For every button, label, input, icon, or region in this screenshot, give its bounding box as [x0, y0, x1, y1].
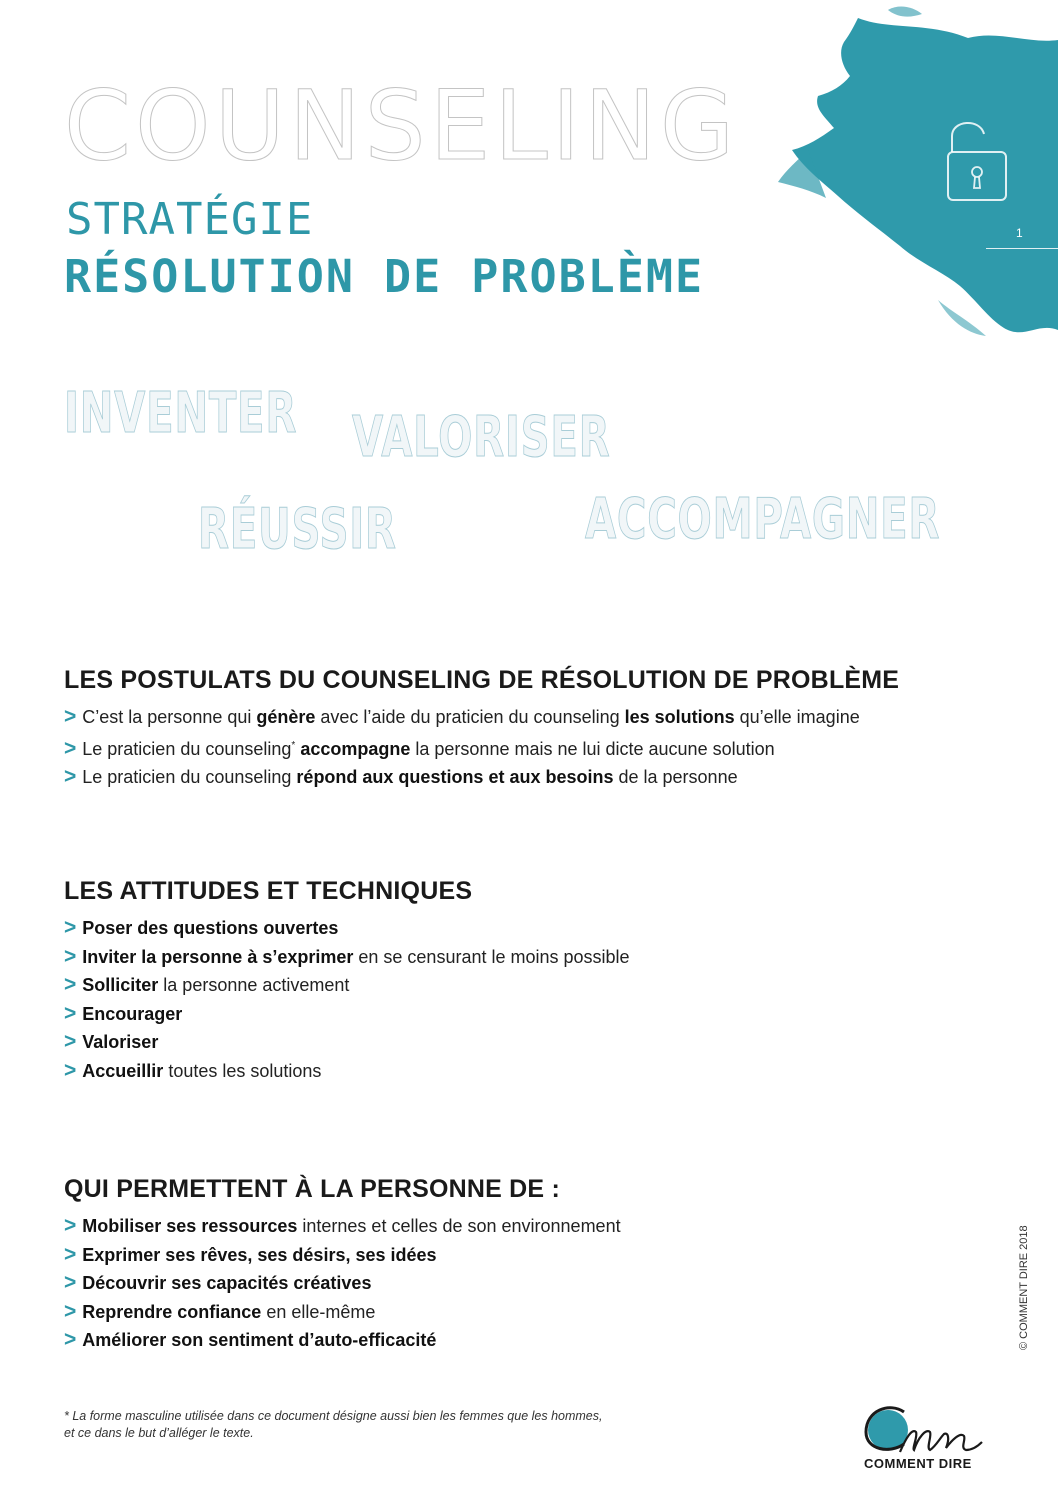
- list-item: [64, 914, 964, 943]
- bold-text: Solliciter: [82, 975, 159, 995]
- bold-text: répond aux questions et aux besoins: [296, 767, 614, 787]
- page-subtitle-strategy: STRATÉGIE: [66, 194, 314, 245]
- bold-text: Découvrir ses capacités créatives: [82, 1273, 372, 1293]
- chevron-right-icon: >: [64, 944, 77, 968]
- keyword-valoriser: VALORISER: [352, 405, 611, 470]
- text: Le praticien du counseling: [82, 767, 297, 787]
- list-item: [64, 1000, 964, 1029]
- bullet-list: [64, 914, 964, 1085]
- bold-text: Encourager: [82, 1003, 183, 1024]
- chevron-right-icon: >: [64, 1328, 77, 1351]
- keyword-inventer: INVENTER: [64, 381, 298, 446]
- text: en se censurant le moins possible: [353, 946, 630, 967]
- comment-dire-logo: [860, 1398, 990, 1478]
- section-postulats: [64, 666, 964, 792]
- section-heading: LES ATTITUDES ET TECHNIQUES: [64, 877, 473, 905]
- bullet-list: [64, 703, 964, 792]
- brush-stroke-decoration: [738, 0, 1058, 350]
- list-item: [64, 1269, 964, 1298]
- section-heading: LES POSTULATS DU COUNSELING DE RÉSOLUTION DE PROBLÈME: [64, 666, 900, 694]
- text: de la personne: [613, 767, 738, 787]
- chevron-right-icon: >: [64, 705, 77, 728]
- text: en elle-même: [261, 1301, 376, 1322]
- section-heading: QUI PERMETTENT À LA PERSONNE DE :: [64, 1175, 560, 1203]
- bold-text: Reprendre confiance: [82, 1301, 262, 1322]
- section-benefits: [64, 1175, 964, 1355]
- text: la personne activement: [158, 975, 350, 995]
- keyword-reussir: RÉUSSIR: [198, 497, 397, 562]
- page-number-rule: [986, 248, 1058, 249]
- list-item: [64, 1326, 964, 1355]
- text: internes et celles de son environnement: [297, 1216, 621, 1236]
- text: avec l’aide du praticien du counseling: [315, 707, 625, 727]
- page-number: 1: [1016, 226, 1023, 240]
- list-item: [64, 1298, 964, 1327]
- chevron-right-icon: >: [64, 736, 77, 760]
- keyword-accompagner: ACCOMPAGNER: [585, 487, 941, 552]
- bold-text: accompagne: [300, 738, 411, 759]
- chevron-right-icon: >: [64, 1058, 77, 1082]
- text: qu’elle imagine: [734, 707, 860, 727]
- text: la personne mais ne lui dicte aucune solution: [410, 738, 775, 759]
- bold-text: Inviter la personne à s’exprimer: [82, 946, 354, 967]
- bold-text: Poser des questions ouvertes: [82, 918, 339, 938]
- bullet-list: [64, 1212, 964, 1355]
- copyright-text: © COMMENT DIRE 2018: [1018, 1225, 1030, 1350]
- page-subtitle-topic: RÉSOLUTION DE PROBLÈME: [64, 250, 705, 303]
- text: toutes les solutions: [163, 1060, 322, 1081]
- logo-mark-icon: [860, 1398, 990, 1458]
- list-item: [64, 1028, 964, 1057]
- footnote-line: * La forme masculine utilisée dans ce document désigne aussi bien les femmes que les hommes,: [64, 1409, 603, 1423]
- list-item: [64, 732, 964, 764]
- page-title: COUNSELING: [64, 70, 739, 182]
- list-item: [64, 763, 964, 792]
- list-item: [64, 1241, 964, 1270]
- list-item: [64, 971, 964, 1000]
- footnote: [64, 1408, 602, 1442]
- padlock-open-icon: [944, 112, 1008, 204]
- chevron-right-icon: >: [64, 1030, 77, 1053]
- text: Le praticien du counseling: [82, 738, 292, 759]
- bold-text: génère: [256, 707, 316, 727]
- chevron-right-icon: >: [64, 973, 77, 996]
- list-item: [64, 703, 964, 732]
- bold-text: Exprimer ses rêves, ses désirs, ses idées: [82, 1244, 437, 1265]
- chevron-right-icon: >: [64, 1299, 77, 1323]
- bold-text: Accueillir: [82, 1060, 164, 1081]
- text: C’est la personne qui: [82, 707, 257, 727]
- section-attitudes: [64, 877, 964, 1085]
- chevron-right-icon: >: [64, 1271, 77, 1294]
- list-item: [64, 1212, 964, 1241]
- chevron-right-icon: >: [64, 916, 77, 939]
- list-item: [64, 943, 964, 972]
- bold-text: Mobiliser ses ressources: [82, 1216, 298, 1236]
- chevron-right-icon: >: [64, 1242, 77, 1266]
- chevron-right-icon: >: [64, 1214, 77, 1237]
- bold-text: Améliorer son sentiment d’auto-efficacité: [82, 1330, 437, 1350]
- bold-text: les solutions: [624, 707, 735, 727]
- chevron-right-icon: >: [64, 1001, 77, 1025]
- footnote-line: et ce dans le but d’alléger le texte.: [64, 1426, 254, 1440]
- bold-text: Valoriser: [82, 1032, 159, 1052]
- logo-text: COMMENT DIRE: [864, 1456, 972, 1471]
- asterisk-superscript: *: [291, 739, 296, 751]
- chevron-right-icon: >: [64, 765, 77, 788]
- list-item: [64, 1057, 964, 1086]
